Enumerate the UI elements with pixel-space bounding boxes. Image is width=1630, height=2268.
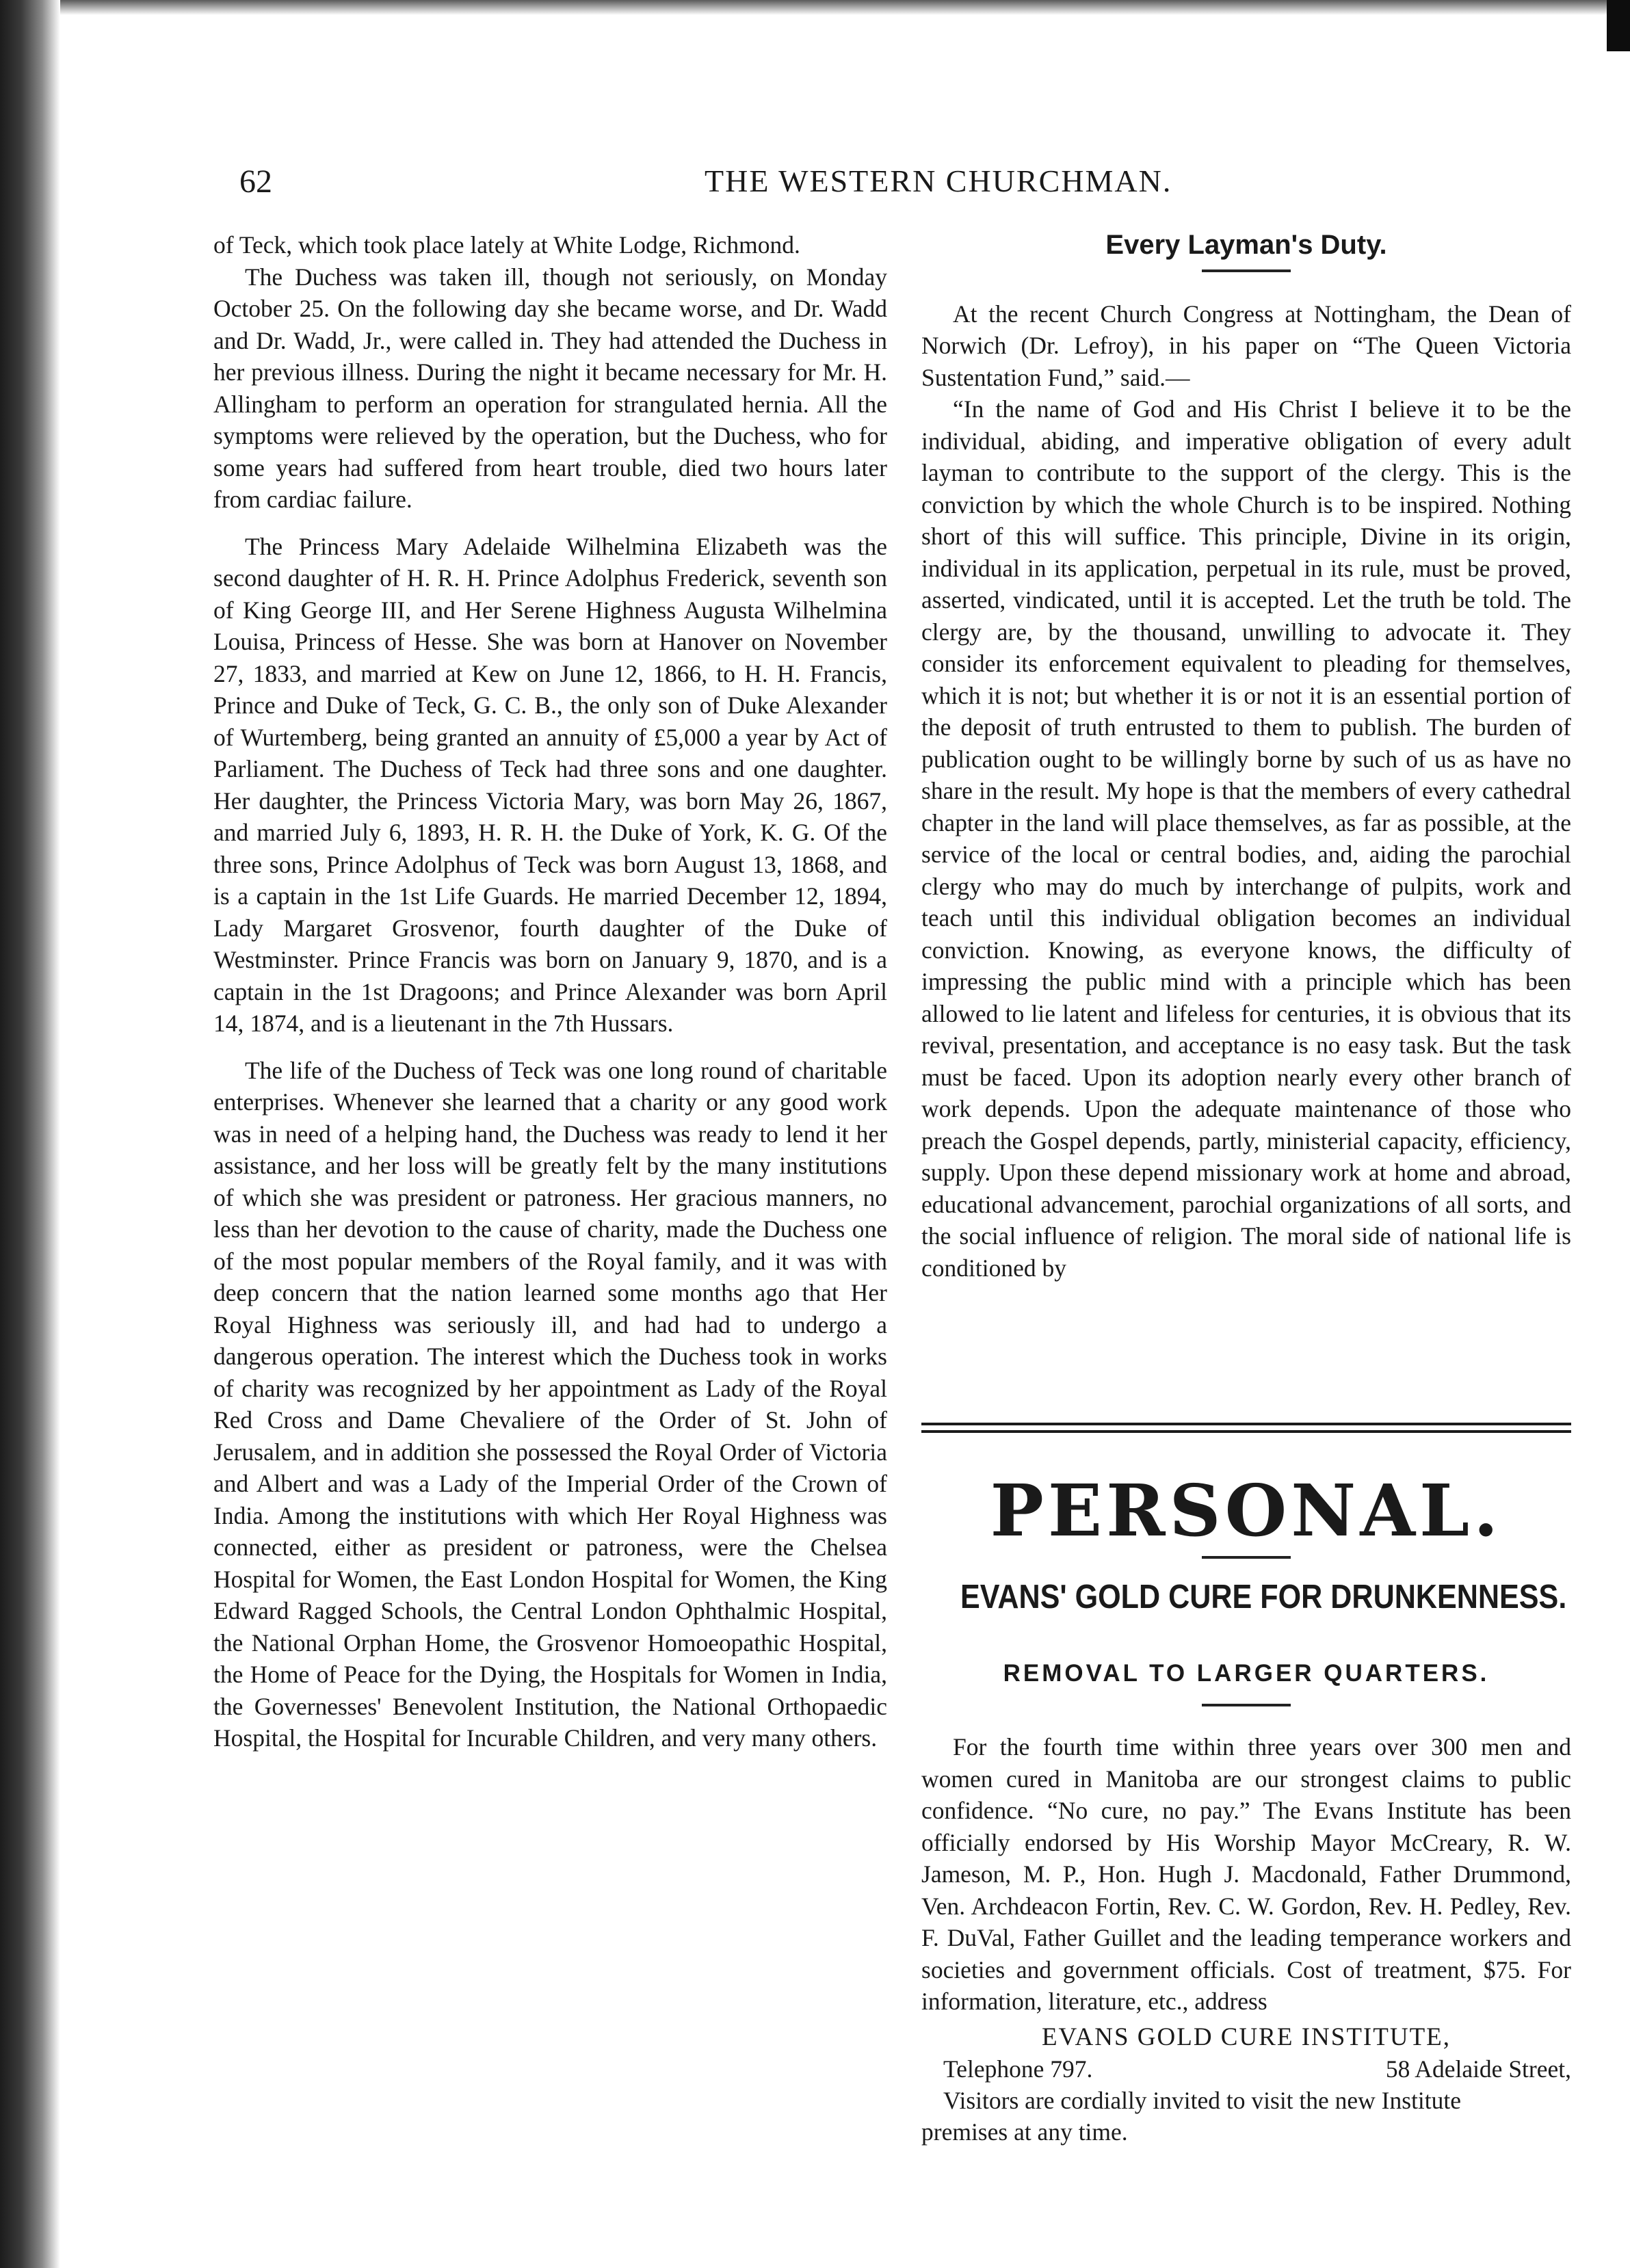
scan-left-edge — [0, 0, 60, 2268]
page-header — [239, 163, 1172, 211]
advertisement — [921, 1423, 1571, 2148]
article-title: Every Layman's Duty. — [1105, 230, 1387, 260]
paragraph: The life of the Duchess of Teck was one long round of charitable enterprises. Whenever she learned that a charity or any good work was in need of a helping hand, the Duchess was ready to lend it her assistance, and her loss will be greatly felt by the many institutions of which she was president or patroness. Her gracious manners, no less than her devotion to the cause of charity, made the Duchess one of the most popular members of the Royal family, and it was with deep concern that the nation learned some months ago that Her Royal Highness was seriously ill, and had had to undergo a dangerous operation. The interest which the Duchess took in works of charity was recognized by her appointment as Lady of the Royal Red Cross and Dame Chevaliere of the Order of St. John of Jerusalem, and in addition she possessed the Royal Order of Victoria and Albert and was a Lady of the Imperial Order of the Crown of India. Among the institutions with which Her Royal Highness was connected, either as president or patroness, were the Chelsea Hospital for Women, the East London Hospital for Women, the King Edward Ragged Schools, the Central London Ophthalmic Hospital, the National Orphan Home, the Grosvenor Homoeopathic Hospital, the Home of Peace for the Dying, the Hospitals for Women in India, the Governesses' Benevolent Institution, the National Orthopaedic Hospital, the Hospital for Incurable Children, and very many others. — [213, 1056, 887, 1752]
ad-visitors-line: Visitors are cordially invited to visit the new Institute — [943, 2086, 1462, 2114]
ad-heading: PERSONAL. — [990, 1468, 1503, 1553]
left-column — [213, 229, 887, 1754]
ad-subheading-rule — [1202, 1704, 1291, 1706]
ad-visitors-end: premises at any time. — [921, 2118, 1128, 2146]
ad-body: For the fourth time within three years over 300 men and women cured in Manitoba are our strongest claims to public confidence. “No cure, no pay.” The Evans Institute has been officially endorsed by His Worship Mayor McCreary, R. W. Jameson, M. P., Hon. Hugh J. Macdonald, Father Drummond, Ven. Archdeacon Fortin, Rev. C. W. Gordon, Rev. H. Pedley, Rev. F. DuVal, Father Guillet and the leading temperance workers and societies and government officials. Cost of treatment, $75. For information, literature, etc., address — [921, 1733, 1571, 2015]
paragraph: of Teck, which took place lately at White Lodge, Richmond. — [213, 231, 800, 259]
scan-right-corner — [1607, 0, 1630, 51]
right-column — [921, 229, 1571, 1284]
title-rule — [1202, 269, 1291, 272]
scan-top-edge — [60, 0, 1613, 15]
paragraph: The Princess Mary Adelaide Wilhelmina Elizabeth was the second daughter of H. R. H. Prince Adolphus Frederick, seventh son of King George III, and Her Serene Highness Augusta Wilhelmina Louisa, Princess of Hesse. She was born at Hanover on November 27, 1833, and married at Kew on June 12, 1866, to H. H. Francis, Prince and Duke of Teck, G. C. B., the only son of Duke Alexander of Wurtemberg, being granted an annuity of £5,000 a year by Act of Parliament. The Duchess of Teck had three sons and one daughter. Her daughter, the Princess Victoria Mary, was born May 26, 1867, and married July 6, 1893, H. R. H. the Duke of York, K. G. Of the three sons, Prince Adolphus of Teck was born August 13, 1868, and is a captain in the 1st Life Guards. He married December 12, 1894, Lady Margaret Grosvenor, fourth daughter of the Duke of Westminster. Prince Francis was born on January 9, 1870, and is a captain in the 1st Dragoons; and Prince Alexander was born April 14, 1874, and is a lieutenant in the 7th Hussars. — [213, 532, 887, 1037]
ad-separator-rule — [921, 1423, 1571, 1433]
ad-institute-name: EVANS GOLD CURE INSTITUTE, — [1041, 2022, 1451, 2051]
ad-heading-rule — [1202, 1556, 1291, 1559]
running-title: THE WESTERN CHURCHMAN. — [705, 163, 1172, 198]
ad-contact-line — [921, 2053, 1571, 2085]
paragraph: The Duchess was taken ill, though not seriously, on Monday October 25. On the following day she became worse, and Dr. Wadd and Dr. Wadd, Jr., were called in. They had attended the Duchess in her previous illness. During the night it became necessary for Mr. H. Allingham to perform an operation for strangulated hernia. All the symptoms were relieved by the operation, but the Duchess, who for some years had suffered from heart trouble, died two hours later from cardiac failure. — [213, 263, 887, 513]
paragraph: “In the name of God and His Christ I believe it to be the individual, abiding, and imperative obligation of every adult layman to contribute to the support of the clergy. This is the conviction by which the whole Church is to be inspired. Nothing short of this will suffice. This principle, Divine in its origin, individual in its application, perpetual in its rule, must be proved, asserted, vindicated, until it is accepted. Let the truth be told. The clergy are, by the thousand, unwilling to advocate it. They consider its enforcement equivalent to pleading for themselves, which it is not; but whether it is or not it is an essential portion of the deposit of truth entrusted to them to publish. The burden of publication ought to be willingly borne by such of us as have no share in the result. My hope is that the members of every cathedral chapter in the land will place themselves, as far as possible, at the service of the local or central bodies, and, aiding the parochial clergy who may do much by interchange of pulpits, work and teach until this individual obligation becomes an individual conviction. Knowing, as everyone knows, the difficulty of impressing the public mind with a principle which has been allowed to lie latent and lifeless for centuries, it is obvious that its revival, presentation, and acceptance is no easy task. But the task must be faced. Upon its adoption nearly every other branch of work depends. Upon the adequate maintenance of those who preach the Gospel depends, partly, ministerial capacity, efficiency, supply. Upon these depend missionary work at home and abroad, educational advancement, parochial organizations of all sorts, and the social influence of religion. The moral side of national life is conditioned by — [921, 395, 1571, 1282]
paragraph: At the recent Church Congress at Nottingham, the Dean of Norwich (Dr. Lefroy), in his paper on “The Queen Victoria Sustentation Fund,” said.— — [921, 300, 1571, 391]
ad-address: 58 Adelaide Street, — [1385, 2055, 1571, 2083]
ad-telephone: Telephone 797. — [943, 2055, 1093, 2083]
ad-subheading-2: REMOVAL TO LARGER QUARTERS. — [1003, 1660, 1490, 1687]
page-number: 62 — [239, 163, 272, 200]
ad-subheading: EVANS' GOLD CURE FOR DRUNKENNESS. — [960, 1579, 1567, 1616]
